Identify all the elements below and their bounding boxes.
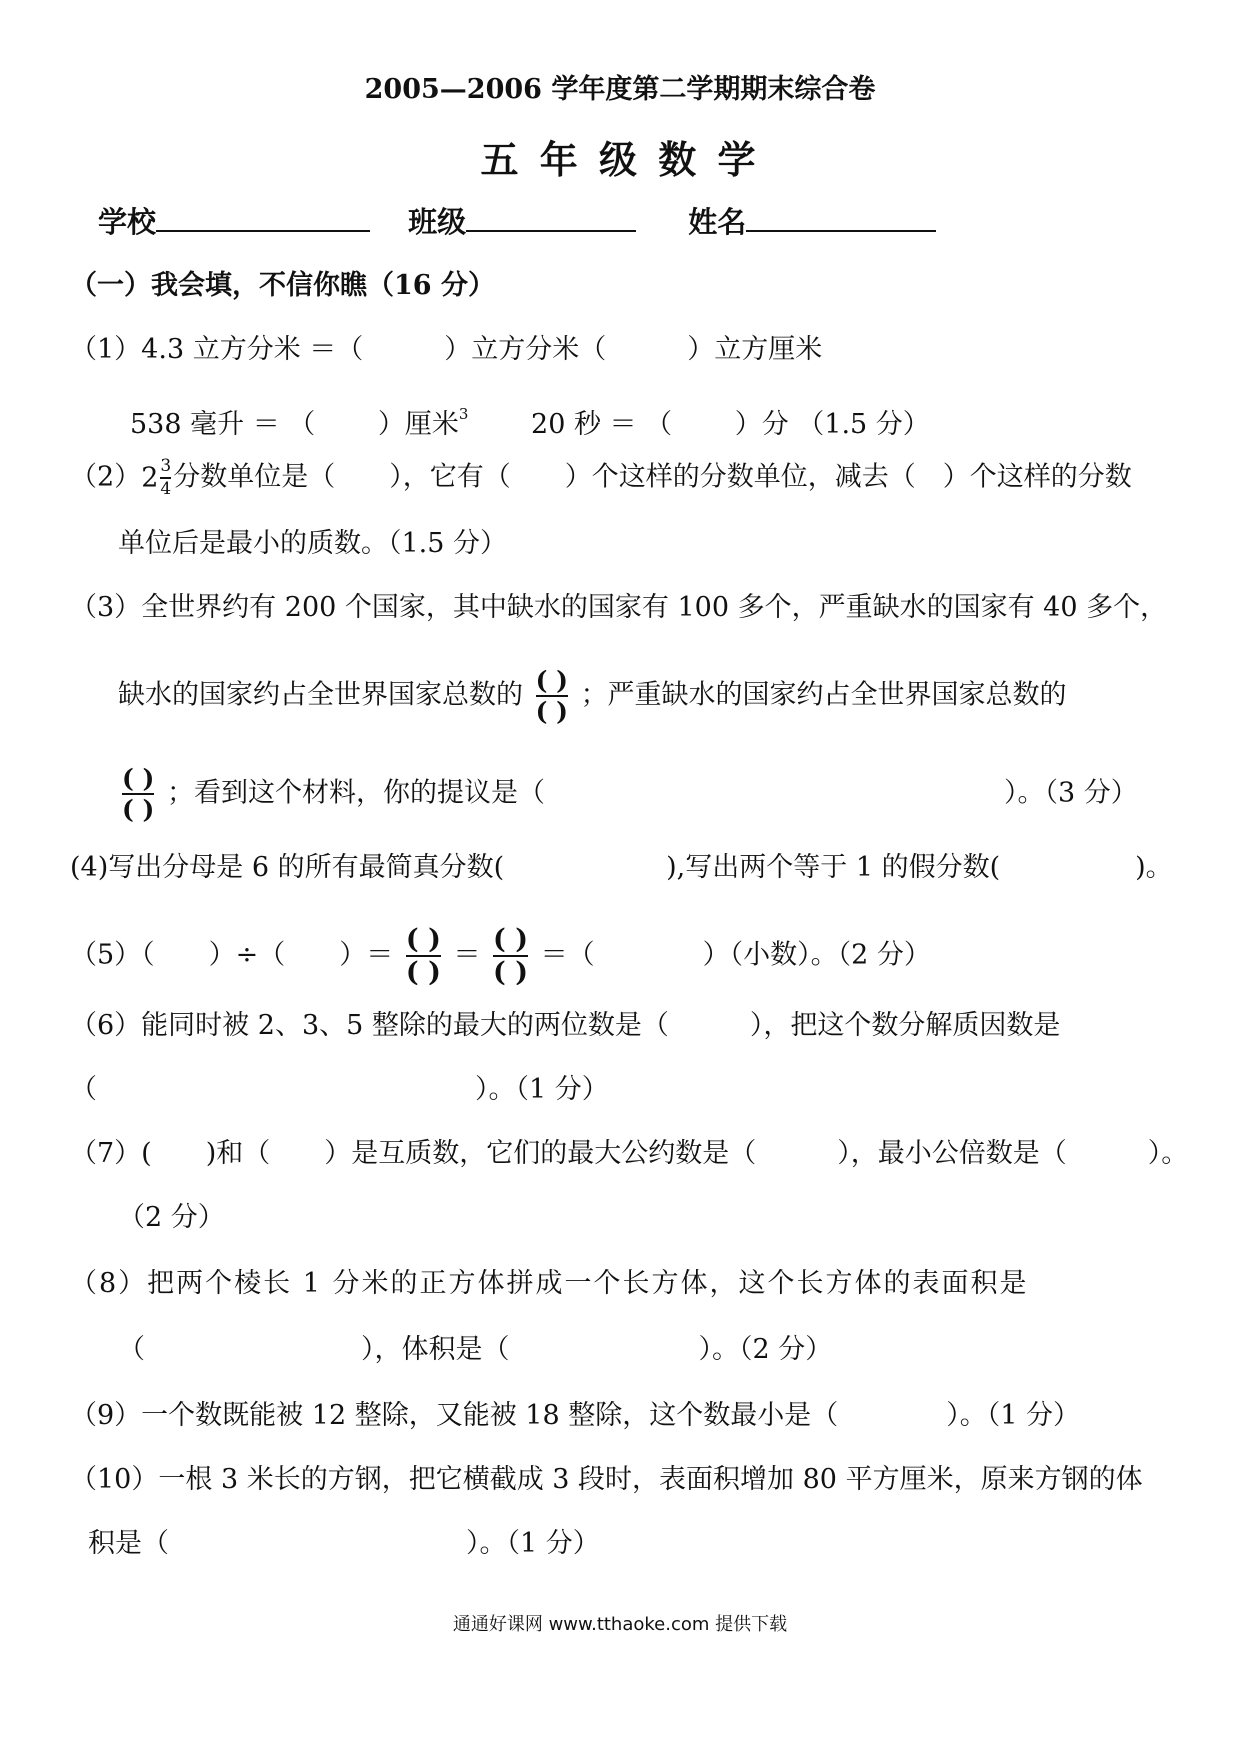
- question-8-line-1: （8）把两个棱长 1 分米的正方体拼成一个长方体，这个长方体的表面积是: [70, 1268, 1029, 1299]
- question-2-line-1: [70, 458, 1132, 498]
- question-1-volume-text: 538 毫升 ＝ （ ）厘米: [130, 409, 459, 440]
- blank-fraction[interactable]: $\frac{( )}{( )}$: [405, 924, 441, 988]
- question-6-line-1: （6）能同时被 2、3、5 整除的最大的两位数是（ ），把这个数分解质因数是: [70, 1010, 1061, 1041]
- blank-fraction[interactable]: $\frac{( )}{( )}$: [122, 764, 155, 824]
- question-3-text-a: 缺水的国家约占全世界国家总数的: [118, 679, 523, 711]
- question-3-line-1: （3）全世界约有 200 个国家，其中缺水的国家有 100 多个，严重缺水的国家有 40 多个，: [70, 592, 1168, 623]
- footer-credit: 通通好课网 www.tthaoke.com 提供下载: [452, 1614, 788, 1635]
- question-3-line-3: [118, 766, 1138, 822]
- question-4-line-1: (4)写出分母是 6 的所有最简真分数( ),写出两个等于 1 的假分数( )。: [70, 852, 1173, 883]
- mixed-number: [141, 456, 173, 499]
- question-1-line-1: （1）4.3 立方分米 ＝（ ）立方分米（ ）立方厘米: [70, 334, 823, 365]
- fraction-denominator: 4: [160, 479, 172, 499]
- school-blank[interactable]: [156, 204, 370, 232]
- fraction-numerator: 3: [160, 456, 172, 476]
- student-info-row: [98, 204, 936, 238]
- mixed-whole: 2: [141, 462, 159, 493]
- cubic-superscript: 3: [458, 405, 469, 423]
- question-1-time-text: 20 秒 ＝ （ ）分 （1.5 分）: [531, 409, 930, 440]
- question-2-text: 分数单位是（ ），它有（ ）个这样的分数单位，减去（ ）个这样的分数: [173, 461, 1132, 493]
- question-2-prefix: （2）: [70, 461, 142, 493]
- section-heading: （一）我会填，不信你瞧（16 分）: [70, 270, 495, 301]
- exam-title: 2005—2006 学年度第二学期期末综合卷: [364, 74, 876, 105]
- question-7-line-2: （2 分）: [118, 1202, 225, 1233]
- school-label: 学校: [98, 205, 157, 239]
- class-blank[interactable]: [466, 204, 636, 232]
- question-8-line-2: （ ），体积是（ ）。（2 分）: [118, 1334, 833, 1365]
- question-10-line-1: （10）一根 3 米长的方钢，把它横截成 3 段时，表面积增加 80 平方厘米，原来方钢的体: [70, 1464, 1143, 1495]
- class-label: 班级: [408, 205, 467, 239]
- question-3-text-c: ；看到这个材料，你的提议是（ ）。（3 分）: [166, 777, 1138, 809]
- question-3-line-2: [118, 668, 1067, 724]
- question-1-line-2: [130, 398, 930, 441]
- question-9-line-1: （9）一个数既能被 12 整除，又能被 18 整除，这个数最小是（ ）。（1 分）: [70, 1400, 1080, 1431]
- mixed-fraction: [160, 458, 171, 498]
- question-7-line-1: （7）( )和（ ）是互质数，它们的最大公约数是（ ），最小公倍数是（ ）。: [70, 1138, 1189, 1169]
- blank-fraction[interactable]: $\frac{( )}{( )}$: [493, 924, 528, 988]
- question-5-text-a: （5）（ ）÷（ ）＝: [70, 939, 394, 971]
- name-label: 姓名: [688, 205, 747, 239]
- equals-sign: ＝: [453, 939, 481, 971]
- name-blank[interactable]: [746, 204, 936, 232]
- question-6-line-2: （ ）。（1 分）: [70, 1074, 609, 1105]
- question-2-line-2: 单位后是最小的质数。（1.5 分）: [118, 528, 508, 559]
- question-5-line-1: [70, 926, 931, 986]
- question-10-line-2: 积是（ ）。（1 分）: [88, 1528, 600, 1559]
- blank-fraction[interactable]: $\frac{( )}{( )}$: [535, 666, 568, 726]
- question-3-text-b: ；严重缺水的国家约占全世界国家总数的: [580, 679, 1067, 711]
- subject-title: 五 年 级 数 学: [480, 137, 760, 182]
- question-5-text-b: ＝（ ）（小数）。（2 分）: [540, 939, 931, 971]
